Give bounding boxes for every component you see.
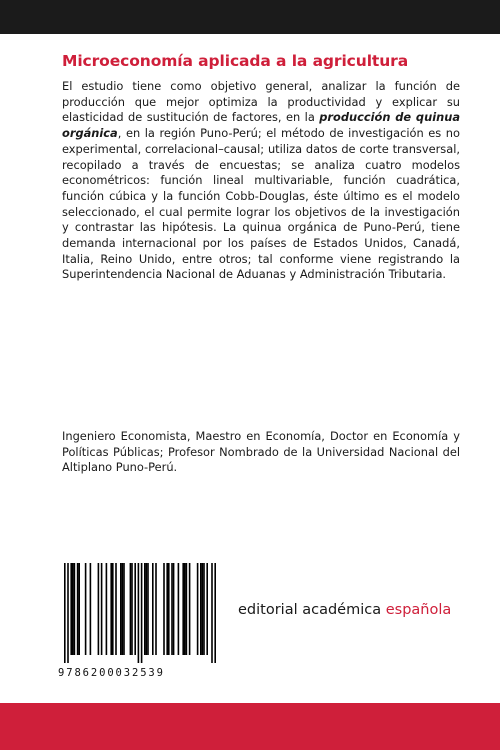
barcode-bar: [123, 563, 125, 655]
barcode-bar: [110, 563, 112, 655]
barcode-bar: [206, 563, 208, 655]
barcode-bar: [202, 563, 204, 655]
barcode-bar: [152, 563, 154, 655]
barcode-bar: [77, 563, 79, 655]
abstract-text-end: , en la región Puno-Perú; el método de investigación es no experimental, correlacional–causal; utiliza datos de corte transversal, recopilado a través de encuestas; se analiza cuatro modelos econométricos: función lineal multivariable, función cuadrática, función cúbica y la función Cobb-Douglas, éste último es el modelo seleccionado, el cual permite lograr los objetivos de la investigación y contrastar las hipótesis. La quinua orgánica de Puno-Perú, tiene demanda internacional por los países de Estados Unidos, Canadá, Italia, Reino Unido, entre otros; tal conforme viene registrando la Superintendencia Nacional de Aduanas y Administración Tributaria.: [62, 126, 460, 282]
barcode-bar: [141, 563, 143, 663]
barcode-bar: [197, 563, 199, 655]
barcode-bar: [70, 563, 72, 655]
barcode-bar: [64, 563, 66, 663]
barcode-bar: [134, 563, 136, 655]
barcode-bar: [98, 563, 100, 655]
barcode-bar: [130, 563, 132, 655]
book-title: Microeconomía aplicada a la agricultura: [62, 52, 409, 70]
top-dark-band: [0, 0, 500, 34]
barcode-bar: [120, 563, 122, 655]
barcode-bar: [163, 563, 165, 655]
barcode-bar: [67, 563, 69, 663]
barcode-bar: [178, 563, 180, 655]
barcode-bar: [115, 563, 117, 655]
barcode-bar: [122, 563, 124, 655]
barcode-bar: [146, 563, 148, 655]
isbn-barcode: [58, 563, 218, 685]
abstract-text-start: El estudio tiene como objetivo general, analizar la función de producción que mejor optimiza la productividad y explicar su elasticidad de sustitución de factores, en la: [62, 79, 460, 125]
abstract-emphasis: producción de quinua orgánica: [62, 110, 460, 141]
barcode-bar: [74, 563, 76, 655]
publisher-name-main: editorial académica: [238, 602, 386, 618]
barcode-bar: [85, 563, 87, 655]
barcode-bar: [186, 563, 188, 655]
barcode-bar: [203, 563, 205, 655]
barcode-bar: [155, 563, 157, 655]
barcode-bar: [214, 563, 216, 663]
book-abstract: [62, 79, 460, 283]
barcode-bar: [106, 563, 108, 655]
barcode-bar: [182, 563, 184, 655]
barcode-bar: [138, 563, 140, 663]
bottom-red-band: [0, 703, 500, 750]
barcode-bar: [112, 563, 114, 655]
barcode-bar: [200, 563, 202, 655]
barcode-bar: [78, 563, 80, 655]
barcode-bar: [184, 563, 186, 655]
barcode-bar: [211, 563, 213, 663]
barcode-bar: [101, 563, 103, 655]
barcode-bar: [72, 563, 74, 655]
barcode-bar: [189, 563, 191, 655]
publisher-name-accent: española: [385, 602, 452, 618]
barcode-bar: [131, 563, 133, 655]
publisher-name: [238, 602, 451, 618]
barcode-bar: [168, 563, 170, 655]
barcode-bar: [173, 563, 175, 655]
barcode-bar: [147, 563, 149, 655]
barcode-bars-icon: [58, 563, 218, 667]
author-bio: Ingeniero Economista, Maestro en Economía, Doctor en Economía y Políticas Públicas; Profesor Nombrado de la Universidad Nacional del Altiplano Puno-Perú.: [62, 429, 460, 475]
barcode-bar: [171, 563, 173, 655]
isbn-number: 9786200032539: [58, 667, 165, 679]
barcode-bar: [90, 563, 92, 655]
barcode-bar: [144, 563, 146, 655]
barcode-bar: [166, 563, 168, 655]
